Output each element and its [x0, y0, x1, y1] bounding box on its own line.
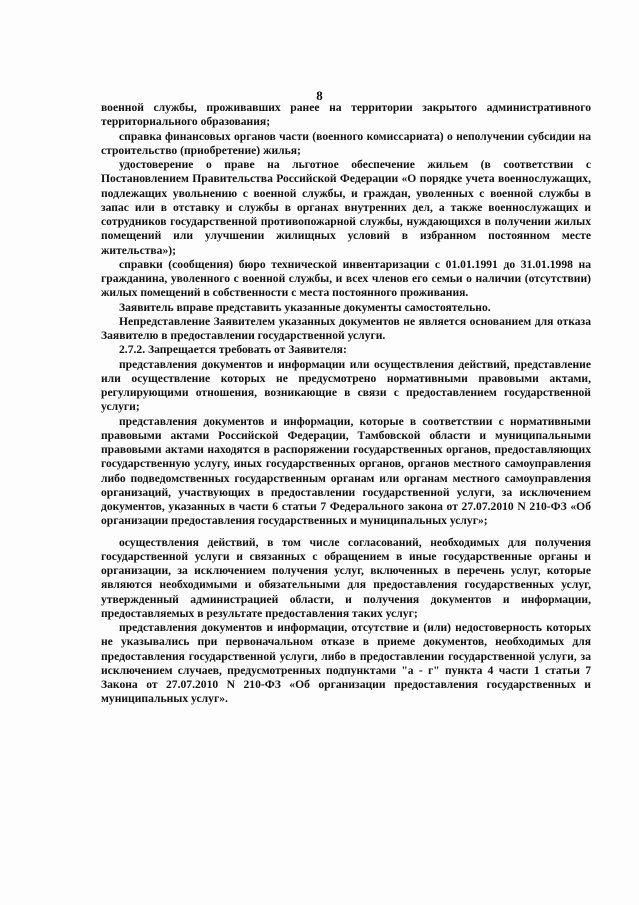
paragraph-military-service: военной службы, проживавших ранее на территории закрытого административного территориального образования; — [101, 101, 591, 129]
paragraph-finance-certificate: справка финансовых органов части (военного комиссариата) о неполучении субсидии на строительство (приобретение) жилья; — [101, 129, 591, 157]
paragraph-applicant-right: Заявитель вправе представить указанные документы самостоятельно. — [119, 300, 491, 314]
paragraph-docs-not-required: представления документов и информации или осуществления действий, представление или осуществление которых не предусмотрено нормативными правовыми актами, регулирующими отношения, возникающие в связи с предоставлением государственной услуги; — [101, 357, 591, 414]
paragraph-approvals: осуществления действий, в том числе согласований, необходимых для получения государственной услуги и связанных с обращением в иные государственные органы и организации, за исключением получения услуг, включенных в перечень услуг, которые являются необходимыми и обязательными для предоставления государственных услуг, утвержденный администрацией области, и получения документов и информации, предоставляемых в результате предоставления таких услуг; — [101, 535, 591, 620]
document-body — [101, 101, 591, 707]
paragraph-initial-refusal: представления документов и информации, отсутствие и (или) недостоверность которых не указывались при первоначальном отказе в приеме документов, необходимых для предоставления государственной услуги, либо в предоставлении государственной услуги, за исключением случаев, предусмотренных подпунктами "а - г" пункта 4 части 1 статьи 7 Закона от 27.07.2010 N 210-ФЗ «Об организации предоставления государственных и муниципальных услуг». — [101, 621, 591, 706]
paragraph-docs-in-possession: представления документов и информации, которые в соответствии с нормативными правовыми актами Российской Федерации, Тамбовской области и муниципальными правовыми актами находятся в распоряжении государственных органов, предоставляющих государственную услугу, иных государственных органов, органов местного самоуправления либо подведомственных государственным органам или органам местного самоуправления организаций, участвующих в предоставлении государственной услуги, за исключением документов, указанных в части 6 статьи 7 Федерального закона от 27.07.2010 N 210-ФЗ «Об организации предоставления государственных и муниципальных услуг»; — [101, 414, 591, 528]
paragraph-section-2-7-2: 2.7.2. Запрещается требовать от Заявителя: — [119, 343, 347, 357]
paragraph-housing-certificate: удостоверение о праве на льготное обеспечение жильем (в соответствии с Постановлением Правительства Российской Федерации «О порядке учета военнослужащих, подлежащих увольнению с военной службы, и граждан, уволенных с военной службы в запас или в отставку и службы в органах внутренних дел, а также военнослужащих и сотрудников государственной противопожарной службы, нуждающихся в получении жилых помещений или улучшении жилищных условий в избранном постоянном месте жительства»); — [101, 158, 591, 257]
paragraph-bti-references: справки (сообщения) бюро технической инвентаризации с 01.01.1991 до 31.01.1998 на гражданина, уволенного с военной службы, и всех членов его семьи о наличии (отсутствии) жилых помещений в собственности с места постоянного проживания. — [101, 257, 591, 300]
paragraph-non-submission: Непредставление Заявителем указанных документов не является основанием для отказа Заявителю в предоставлении государственной услуги. — [101, 314, 591, 342]
page-number: 8 — [316, 88, 323, 103]
